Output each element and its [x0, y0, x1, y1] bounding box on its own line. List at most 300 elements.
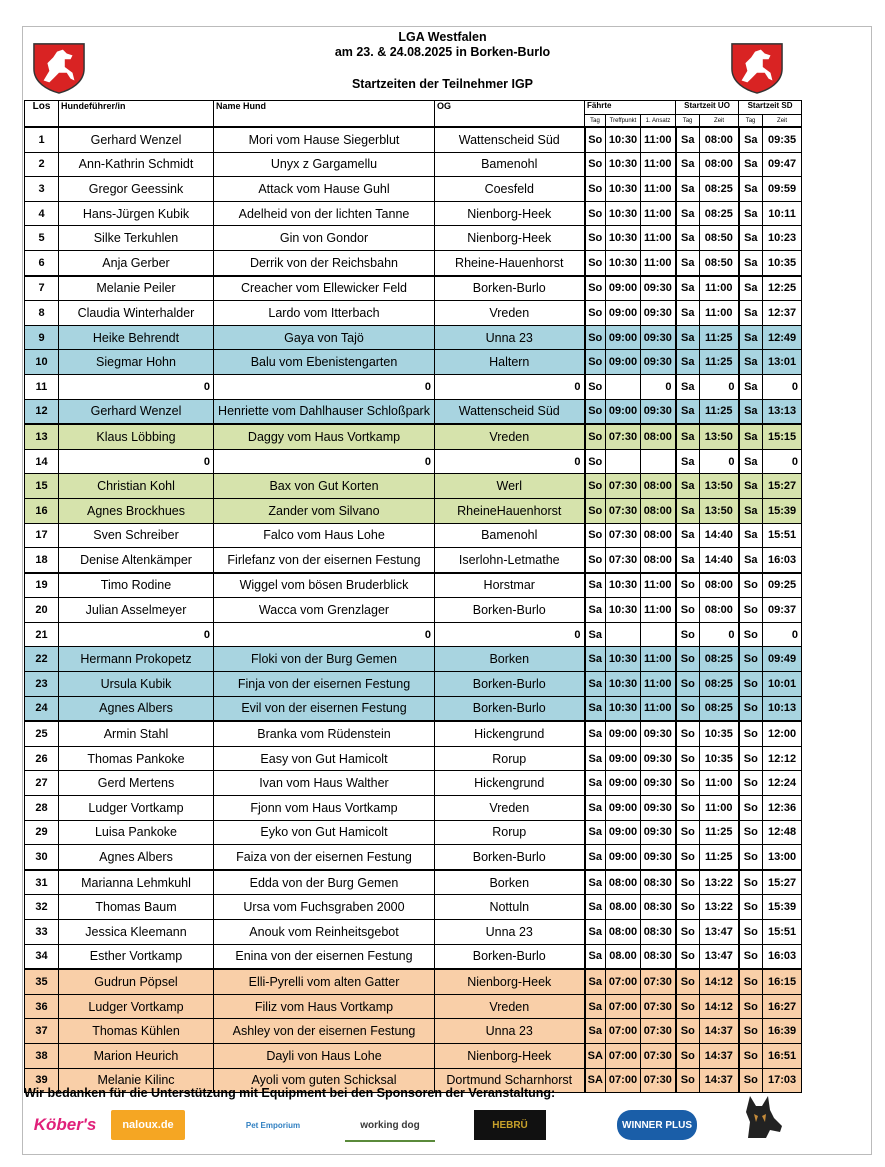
tracking-start-cell: 09:30: [641, 350, 676, 375]
sd-day-cell: So: [739, 746, 763, 771]
table-row: [25, 350, 802, 375]
sd-time-cell: 13:01: [763, 350, 802, 375]
uo-day-cell: Sa: [676, 474, 700, 499]
uo-time-cell: 08:00: [700, 573, 739, 598]
sd-time-cell: 10:35: [763, 250, 802, 275]
table-row: [25, 498, 802, 523]
uo-day-cell: So: [676, 920, 700, 945]
sd-day-cell: Sa: [739, 449, 763, 474]
tracking-start-cell: 11:00: [641, 226, 676, 251]
sd-time-cell: 13:00: [763, 845, 802, 870]
handler-cell: Luisa Pankoke: [59, 820, 214, 845]
col-dog: Name Hund: [214, 101, 435, 128]
los-cell: 9: [25, 325, 59, 350]
table-header-row: [25, 101, 802, 115]
tracking-start-cell: 09:30: [641, 746, 676, 771]
sd-day-cell: So: [739, 721, 763, 746]
tracking-meet-cell: 09:00: [606, 771, 641, 796]
handler-cell: Denise Altenkämper: [59, 548, 214, 573]
uo-day-cell: Sa: [676, 226, 700, 251]
tracking-day-cell: Sa: [585, 672, 606, 697]
og-cell: Vreden: [435, 796, 585, 821]
handler-cell: Silke Terkuhlen: [59, 226, 214, 251]
sd-time-cell: 09:37: [763, 598, 802, 623]
sd-day-cell: Sa: [739, 177, 763, 202]
og-cell: RheineHauenhorst: [435, 498, 585, 523]
table-row: [25, 424, 802, 449]
uo-day-cell: Sa: [676, 374, 700, 399]
los-cell: 26: [25, 746, 59, 771]
uo-day-cell: Sa: [676, 276, 700, 301]
handler-cell: Siegmar Hohn: [59, 350, 214, 375]
tracking-start-cell: 11:00: [641, 573, 676, 598]
uo-day-cell: Sa: [676, 424, 700, 449]
sd-time-cell: 12:49: [763, 325, 802, 350]
uo-day-cell: Sa: [676, 498, 700, 523]
uo-time-cell: 11:25: [700, 399, 739, 424]
handler-cell: Agnes Albers: [59, 696, 214, 721]
los-cell: 37: [25, 1019, 59, 1044]
handler-cell: 0: [59, 449, 214, 474]
og-cell: Werl: [435, 474, 585, 499]
sd-day-cell: So: [739, 1068, 763, 1093]
dog-cell: Evil von der eisernen Festung: [214, 696, 435, 721]
tracking-start-cell: 08:30: [641, 895, 676, 920]
dog-cell: Branka vom Rüdenstein: [214, 721, 435, 746]
og-cell: 0: [435, 374, 585, 399]
los-cell: 30: [25, 845, 59, 870]
uo-time-cell: 0: [700, 374, 739, 399]
event-date: am 23. & 24.08.2025 in Borken-Burlo: [334, 45, 551, 59]
uo-day-cell: So: [676, 994, 700, 1019]
los-cell: 25: [25, 721, 59, 746]
tracking-start-cell: 09:30: [641, 325, 676, 350]
handler-cell: Thomas Pankoke: [59, 746, 214, 771]
tracking-meet-cell: 07:30: [606, 523, 641, 548]
tracking-start-cell: 08:00: [641, 424, 676, 449]
tracking-day-cell: Sa: [585, 696, 606, 721]
uo-time-cell: 14:37: [700, 1068, 739, 1093]
uo-time-cell: 11:25: [700, 350, 739, 375]
sd-time-cell: 10:23: [763, 226, 802, 251]
tracking-meet-cell: 10:30: [606, 226, 641, 251]
og-cell: Borken-Burlo: [435, 672, 585, 697]
uo-time-cell: 13:50: [700, 474, 739, 499]
tracking-meet-cell: 08.00: [606, 944, 641, 969]
uo-time-cell: 14:40: [700, 523, 739, 548]
uo-day-cell: So: [676, 1019, 700, 1044]
uo-day-cell: Sa: [676, 523, 700, 548]
los-cell: 7: [25, 276, 59, 301]
sd-time-cell: 15:51: [763, 920, 802, 945]
tracking-meet-cell: 09:00: [606, 276, 641, 301]
og-cell: Vreden: [435, 424, 585, 449]
tracking-start-cell: 07:30: [641, 969, 676, 994]
sd-time-cell: 16:03: [763, 944, 802, 969]
table-row: [25, 523, 802, 548]
og-cell: Unna 23: [435, 920, 585, 945]
dog-cell: Easy von Gut Hamicolt: [214, 746, 435, 771]
sd-time-cell: 15:27: [763, 870, 802, 895]
tracking-start-cell: 09:30: [641, 845, 676, 870]
sd-time-cell: 16:51: [763, 1043, 802, 1068]
dog-cell: Fjonn vom Haus Vortkamp: [214, 796, 435, 821]
los-cell: 10: [25, 350, 59, 375]
sd-day-cell: Sa: [739, 374, 763, 399]
col-sd-time: Zeit: [763, 115, 802, 128]
col-sd: Startzeit SD: [739, 101, 802, 115]
sd-day-cell: So: [739, 920, 763, 945]
tracking-start-cell: 09:30: [641, 301, 676, 326]
tracking-day-cell: So: [585, 325, 606, 350]
og-cell: Borken-Burlo: [435, 696, 585, 721]
tracking-start-cell: 09:30: [641, 399, 676, 424]
og-cell: Dortmund Scharnhorst: [435, 1068, 585, 1093]
uo-day-cell: So: [676, 598, 700, 623]
sd-day-cell: Sa: [739, 523, 763, 548]
start-times-table: [24, 100, 802, 1093]
sd-time-cell: 16:15: [763, 969, 802, 994]
tracking-day-cell: So: [585, 350, 606, 375]
tracking-day-cell: So: [585, 250, 606, 275]
sd-day-cell: So: [739, 895, 763, 920]
uo-day-cell: Sa: [676, 325, 700, 350]
uo-day-cell: So: [676, 796, 700, 821]
uo-time-cell: 11:25: [700, 325, 739, 350]
og-cell: Nienborg-Heek: [435, 1043, 585, 1068]
uo-time-cell: 13:50: [700, 424, 739, 449]
handler-cell: Timo Rodine: [59, 573, 214, 598]
table-row: [25, 672, 802, 697]
dog-cell: Zander vom Silvano: [214, 498, 435, 523]
table-row: [25, 276, 802, 301]
tracking-meet-cell: 10:30: [606, 598, 641, 623]
handler-cell: Ludger Vortkamp: [59, 796, 214, 821]
og-cell: Borken: [435, 647, 585, 672]
tracking-day-cell: Sa: [585, 622, 606, 647]
tracking-meet-cell: 09:00: [606, 350, 641, 375]
table-row: [25, 969, 802, 994]
los-cell: 1: [25, 127, 59, 152]
tracking-start-cell: 11:00: [641, 598, 676, 623]
sd-day-cell: Sa: [739, 498, 763, 523]
handler-cell: Hermann Prokopetz: [59, 647, 214, 672]
og-cell: Borken-Burlo: [435, 276, 585, 301]
dog-cell: Balu vom Ebenistengarten: [214, 350, 435, 375]
table-row: [25, 325, 802, 350]
tracking-day-cell: So: [585, 424, 606, 449]
tracking-meet-cell: 10:30: [606, 696, 641, 721]
og-cell: Nottuln: [435, 895, 585, 920]
sd-time-cell: 12:25: [763, 276, 802, 301]
los-cell: 11: [25, 374, 59, 399]
sd-time-cell: 12:48: [763, 820, 802, 845]
uo-day-cell: So: [676, 820, 700, 845]
table-row: [25, 895, 802, 920]
page-title: LGA Westfalen: [398, 30, 487, 44]
los-cell: 35: [25, 969, 59, 994]
sd-time-cell: 15:51: [763, 523, 802, 548]
table-row: [25, 1019, 802, 1044]
los-cell: 31: [25, 870, 59, 895]
handler-cell: 0: [59, 374, 214, 399]
uo-time-cell: 11:00: [700, 301, 739, 326]
los-cell: 27: [25, 771, 59, 796]
los-cell: 6: [25, 250, 59, 275]
sd-day-cell: Sa: [739, 201, 763, 226]
uo-time-cell: 08:25: [700, 672, 739, 697]
tracking-meet-cell: 07:30: [606, 548, 641, 573]
tracking-start-cell: 11:00: [641, 250, 676, 275]
sd-day-cell: Sa: [739, 474, 763, 499]
uo-time-cell: 08:25: [700, 201, 739, 226]
los-cell: 8: [25, 301, 59, 326]
og-cell: Horstmar: [435, 573, 585, 598]
tracking-meet-cell: 07:30: [606, 474, 641, 499]
sd-time-cell: 13:13: [763, 399, 802, 424]
dog-cell: Finja von der eisernen Festung: [214, 672, 435, 697]
dog-cell: Attack vom Hause Guhl: [214, 177, 435, 202]
dog-cell: 0: [214, 622, 435, 647]
sd-time-cell: 0: [763, 622, 802, 647]
tracking-day-cell: Sa: [585, 796, 606, 821]
tracking-day-cell: So: [585, 201, 606, 226]
og-cell: 0: [435, 622, 585, 647]
uo-time-cell: 08:00: [700, 152, 739, 177]
table-row: [25, 127, 802, 152]
los-cell: 32: [25, 895, 59, 920]
los-cell: 14: [25, 449, 59, 474]
tracking-day-cell: Sa: [585, 920, 606, 945]
sd-time-cell: 17:03: [763, 1068, 802, 1093]
los-cell: 18: [25, 548, 59, 573]
og-cell: Vreden: [435, 994, 585, 1019]
dog-cell: 0: [214, 374, 435, 399]
tracking-meet-cell: 08.00: [606, 895, 641, 920]
sd-time-cell: 16:27: [763, 994, 802, 1019]
dog-cell: Eyko von Gut Hamicolt: [214, 820, 435, 845]
table-row: [25, 474, 802, 499]
sd-day-cell: Sa: [739, 250, 763, 275]
tracking-meet-cell: 10:30: [606, 127, 641, 152]
tracking-start-cell: [641, 449, 676, 474]
tracking-meet-cell: [606, 449, 641, 474]
sponsor-winner-plus-logo: WINNER PLUS: [617, 1110, 697, 1140]
westphalia-crest-icon: [30, 40, 88, 94]
dog-cell: Wiggel vom bösen Bruderblick: [214, 573, 435, 598]
table-row: [25, 152, 802, 177]
handler-cell: Sven Schreiber: [59, 523, 214, 548]
dog-cell: Ivan vom Haus Walther: [214, 771, 435, 796]
uo-day-cell: So: [676, 622, 700, 647]
tracking-day-cell: Sa: [585, 1019, 606, 1044]
handler-cell: Esther Vortkamp: [59, 944, 214, 969]
table-row: [25, 250, 802, 275]
tracking-day-cell: Sa: [585, 944, 606, 969]
sd-time-cell: 12:12: [763, 746, 802, 771]
og-cell: Nienborg-Heek: [435, 201, 585, 226]
uo-time-cell: 14:40: [700, 548, 739, 573]
uo-day-cell: Sa: [676, 548, 700, 573]
dog-cell: Ursa vom Fuchsgraben 2000: [214, 895, 435, 920]
table-row: [25, 696, 802, 721]
dog-cell: Gaya von Tajö: [214, 325, 435, 350]
table-row: [25, 1043, 802, 1068]
sd-day-cell: So: [739, 771, 763, 796]
uo-day-cell: Sa: [676, 449, 700, 474]
tracking-meet-cell: 10:30: [606, 647, 641, 672]
uo-time-cell: 13:22: [700, 895, 739, 920]
los-cell: 29: [25, 820, 59, 845]
uo-day-cell: Sa: [676, 250, 700, 275]
og-cell: Iserlohn-Letmathe: [435, 548, 585, 573]
sd-time-cell: 09:49: [763, 647, 802, 672]
dog-cell: Ayoli vom guten Schicksal: [214, 1068, 435, 1093]
los-cell: 21: [25, 622, 59, 647]
tracking-meet-cell: 07:30: [606, 498, 641, 523]
handler-cell: Klaus Löbbing: [59, 424, 214, 449]
tracking-day-cell: So: [585, 127, 606, 152]
uo-day-cell: So: [676, 746, 700, 771]
tracking-start-cell: 08:30: [641, 920, 676, 945]
sd-day-cell: So: [739, 672, 763, 697]
tracking-meet-cell: 07:00: [606, 1019, 641, 1044]
uo-day-cell: Sa: [676, 152, 700, 177]
handler-cell: Heike Behrendt: [59, 325, 214, 350]
handler-cell: Gerhard Wenzel: [59, 127, 214, 152]
sd-time-cell: 0: [763, 449, 802, 474]
tracking-start-cell: 08:00: [641, 498, 676, 523]
tracking-day-cell: So: [585, 399, 606, 424]
dog-cell: Enina von der eisernen Festung: [214, 944, 435, 969]
tracking-day-cell: So: [585, 474, 606, 499]
dog-cell: Filiz vom Haus Vortkamp: [214, 994, 435, 1019]
los-cell: 3: [25, 177, 59, 202]
tracking-meet-cell: 09:00: [606, 746, 641, 771]
uo-day-cell: So: [676, 573, 700, 598]
tracking-meet-cell: 10:30: [606, 152, 641, 177]
sd-day-cell: Sa: [739, 350, 763, 375]
og-cell: Hickengrund: [435, 721, 585, 746]
los-cell: 38: [25, 1043, 59, 1068]
handler-cell: Melanie Peiler: [59, 276, 214, 301]
sd-day-cell: So: [739, 1043, 763, 1068]
tracking-meet-cell: 09:00: [606, 796, 641, 821]
tracking-day-cell: Sa: [585, 895, 606, 920]
uo-day-cell: Sa: [676, 127, 700, 152]
sd-time-cell: 16:03: [763, 548, 802, 573]
table-row: [25, 796, 802, 821]
tracking-day-cell: So: [585, 498, 606, 523]
tracking-meet-cell: 10:30: [606, 672, 641, 697]
uo-day-cell: Sa: [676, 177, 700, 202]
sd-time-cell: 15:39: [763, 498, 802, 523]
tracking-day-cell: Sa: [585, 721, 606, 746]
handler-cell: Melanie Kilinc: [59, 1068, 214, 1093]
dog-cell: Falco vom Haus Lohe: [214, 523, 435, 548]
tracking-day-cell: So: [585, 276, 606, 301]
tracking-meet-cell: 08:00: [606, 920, 641, 945]
tracking-start-cell: 11:00: [641, 647, 676, 672]
table-row: [25, 944, 802, 969]
tracking-meet-cell: 07:00: [606, 994, 641, 1019]
tracking-start-cell: 07:30: [641, 1043, 676, 1068]
uo-time-cell: 08:00: [700, 127, 739, 152]
sd-time-cell: 09:59: [763, 177, 802, 202]
table-row: [25, 721, 802, 746]
table-row: [25, 548, 802, 573]
col-tracking: Fährte: [585, 101, 676, 115]
sponsor-naloux-logo: naloux.de: [111, 1110, 185, 1140]
og-cell: Rheine-Hauenhorst: [435, 250, 585, 275]
table-row: [25, 994, 802, 1019]
og-cell: Haltern: [435, 350, 585, 375]
dog-cell: Daggy vom Haus Vortkamp: [214, 424, 435, 449]
sd-day-cell: So: [739, 622, 763, 647]
tracking-meet-cell: 10:30: [606, 250, 641, 275]
og-cell: 0: [435, 449, 585, 474]
sd-day-cell: Sa: [739, 399, 763, 424]
tracking-start-cell: 09:30: [641, 771, 676, 796]
los-cell: 5: [25, 226, 59, 251]
sd-day-cell: So: [739, 1019, 763, 1044]
sd-time-cell: 10:13: [763, 696, 802, 721]
col-og: OG: [435, 101, 585, 128]
sd-day-cell: So: [739, 994, 763, 1019]
handler-cell: Ursula Kubik: [59, 672, 214, 697]
table-row: [25, 177, 802, 202]
dog-cell: Adelheid von der lichten Tanne: [214, 201, 435, 226]
uo-day-cell: Sa: [676, 399, 700, 424]
sd-day-cell: So: [739, 696, 763, 721]
tracking-start-cell: 09:30: [641, 820, 676, 845]
tracking-start-cell: 08:30: [641, 944, 676, 969]
sponsor-pet-emporium-logo: Pet Emporium: [245, 1120, 301, 1130]
tracking-meet-cell: 10:30: [606, 177, 641, 202]
handler-cell: Anja Gerber: [59, 250, 214, 275]
sd-day-cell: So: [739, 573, 763, 598]
tracking-start-cell: [641, 622, 676, 647]
uo-time-cell: 0: [700, 622, 739, 647]
los-cell: 15: [25, 474, 59, 499]
tracking-meet-cell: 10:30: [606, 573, 641, 598]
tracking-day-cell: So: [585, 152, 606, 177]
sd-time-cell: 16:39: [763, 1019, 802, 1044]
uo-day-cell: So: [676, 721, 700, 746]
tracking-meet-cell: 07:00: [606, 1068, 641, 1093]
tracking-day-cell: So: [585, 301, 606, 326]
table-row: [25, 820, 802, 845]
sd-time-cell: 10:11: [763, 201, 802, 226]
table-row: [25, 845, 802, 870]
handler-cell: Thomas Baum: [59, 895, 214, 920]
handler-cell: Ann-Kathrin Schmidt: [59, 152, 214, 177]
og-cell: Borken-Burlo: [435, 598, 585, 623]
sd-time-cell: 10:01: [763, 672, 802, 697]
tracking-meet-cell: 09:00: [606, 820, 641, 845]
tracking-day-cell: Sa: [585, 820, 606, 845]
dog-cell: Elli-Pyrelli vom alten Gatter: [214, 969, 435, 994]
sd-day-cell: Sa: [739, 301, 763, 326]
los-cell: 19: [25, 573, 59, 598]
tracking-start-cell: 11:00: [641, 672, 676, 697]
sd-day-cell: Sa: [739, 226, 763, 251]
sd-day-cell: Sa: [739, 548, 763, 573]
uo-day-cell: So: [676, 1043, 700, 1068]
sd-day-cell: So: [739, 845, 763, 870]
uo-time-cell: 13:47: [700, 920, 739, 945]
tracking-meet-cell: 07:30: [606, 424, 641, 449]
